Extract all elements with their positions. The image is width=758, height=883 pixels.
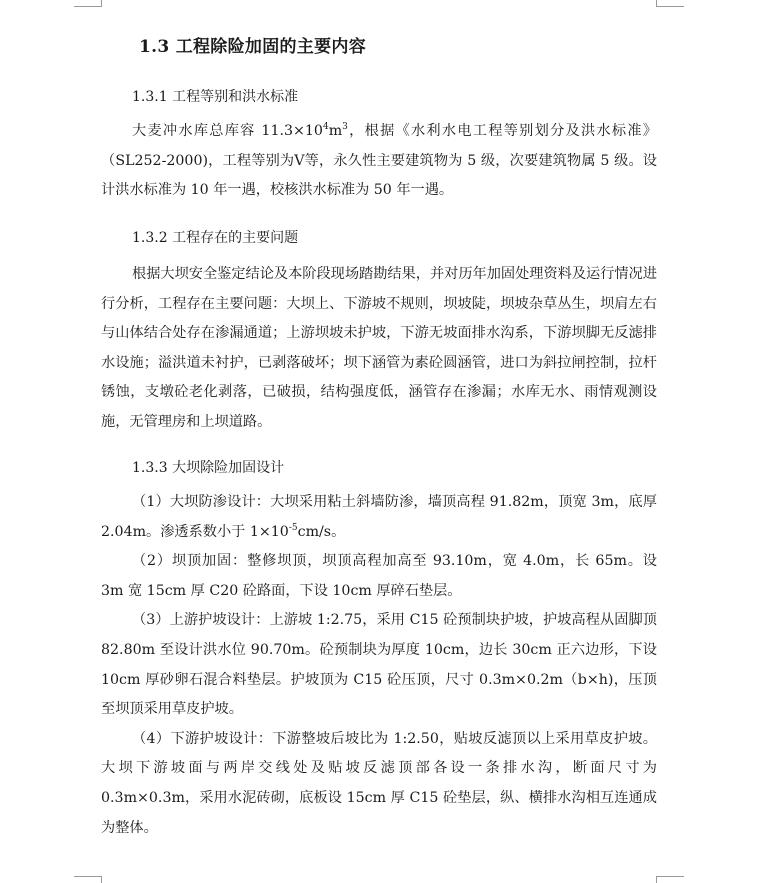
subsection-body-1 xyxy=(101,117,657,206)
corner-mark-top-right-h xyxy=(656,6,684,7)
corner-mark-bottom-left-h xyxy=(74,876,102,877)
paragraph-3: （3）上游护坡设计：上游坡 1:2.75，采用 C15 砼预制块护坡，护坡高程从固脚顶 82.80m 至设计洪水位 90.70m。砼预制块为厚度 10cm，边长 30cm 正六边形，下设 10cm 厚砂卵石混合料垫层。护坡顶为 C15 砼压顶，尺寸 0.3m×0.2m（b×h)，压顶至坝顶采用草皮护坡。 xyxy=(101,612,657,718)
subsection-heading-2: 1.3.2 工程存在的主要问题 xyxy=(132,230,299,246)
corner-mark-bottom-left-v xyxy=(101,876,102,883)
corner-mark-top-left-v xyxy=(101,0,102,7)
corner-mark-top-right-v xyxy=(656,0,657,7)
corner-mark-bottom-right-v xyxy=(656,876,657,883)
subsection-body-2 xyxy=(101,260,657,438)
subsection-body-3 xyxy=(101,488,657,843)
corner-mark-bottom-right-h xyxy=(656,876,684,877)
subsection-heading-3: 1.3.3 大坝除险加固设计 xyxy=(132,460,285,476)
section-heading: 1.3 工程除险加固的主要内容 xyxy=(139,37,366,57)
paragraph: 根据大坝安全鉴定结论及本阶段现场踏勘结果，并对历年加固处理资料及运行情况进行分析，工程存在主要问题：大坝上、下游坡不规则，坝坡陡，坝坡杂草丛生，坝肩左右与山体结合处存在渗漏通道；上游坝坡未护坡，下游无坡面排水沟系，下游坝脚无反滤排水设施；溢洪道未衬护，已剥落破坏；坝下涵管为素砼圆涵管，进口为斜拉闸控制，拉杆锈蚀，支墩砼老化剥落，已破损，结构强度低，涵管存在渗漏；水库无水、雨情观测设施，无管理房和上坝道路。 xyxy=(101,266,657,430)
paragraph: 大麦冲水库总库容 $11.3\times 10^4m^3$，根据《水利水电工程等别划分及洪水标准》（SL252-2000)，工程等别为Ⅴ等，永久性主要建筑物为 5 级，次要建筑物属 5 级。设计洪水标准为 10 年一遇，校核洪水标准为 50 年一遇。 xyxy=(101,122,657,199)
paragraph-4: （4）下游护坡设计：下游整坡后坡比为 1:2.50，贴坡反滤顶以上采用草皮护坡。大坝下游坡面与两岸交线处及贴坡反滤顶部各设一条排水沟，断面尺寸为 0.3m×0.3m，采用水泥砖砌，底板设 15cm 厚 C15 砼垫层，纵、横排水沟相互连通成为整体。 xyxy=(101,730,657,836)
paragraph-2: （2）坝顶加固：整修坝顶，坝顶高程加高至 93.10m，宽 4.0m，长 65m。设 3m 宽 15cm 厚 C20 砼路面，下设 10cm 厚碎石垫层。 xyxy=(101,553,657,599)
corner-mark-top-left-h xyxy=(74,6,102,7)
subsection-heading-1: 1.3.1 工程等别和洪水标准 xyxy=(132,89,299,105)
paragraph-1: （1）大坝防渗设计：大坝采用粘土斜墙防渗，墙顶高程 91.82m，顶宽 3m，底厚 2.04m。渗透系数小于 $1\times 10^{-5}cm/s$。 xyxy=(101,494,657,540)
